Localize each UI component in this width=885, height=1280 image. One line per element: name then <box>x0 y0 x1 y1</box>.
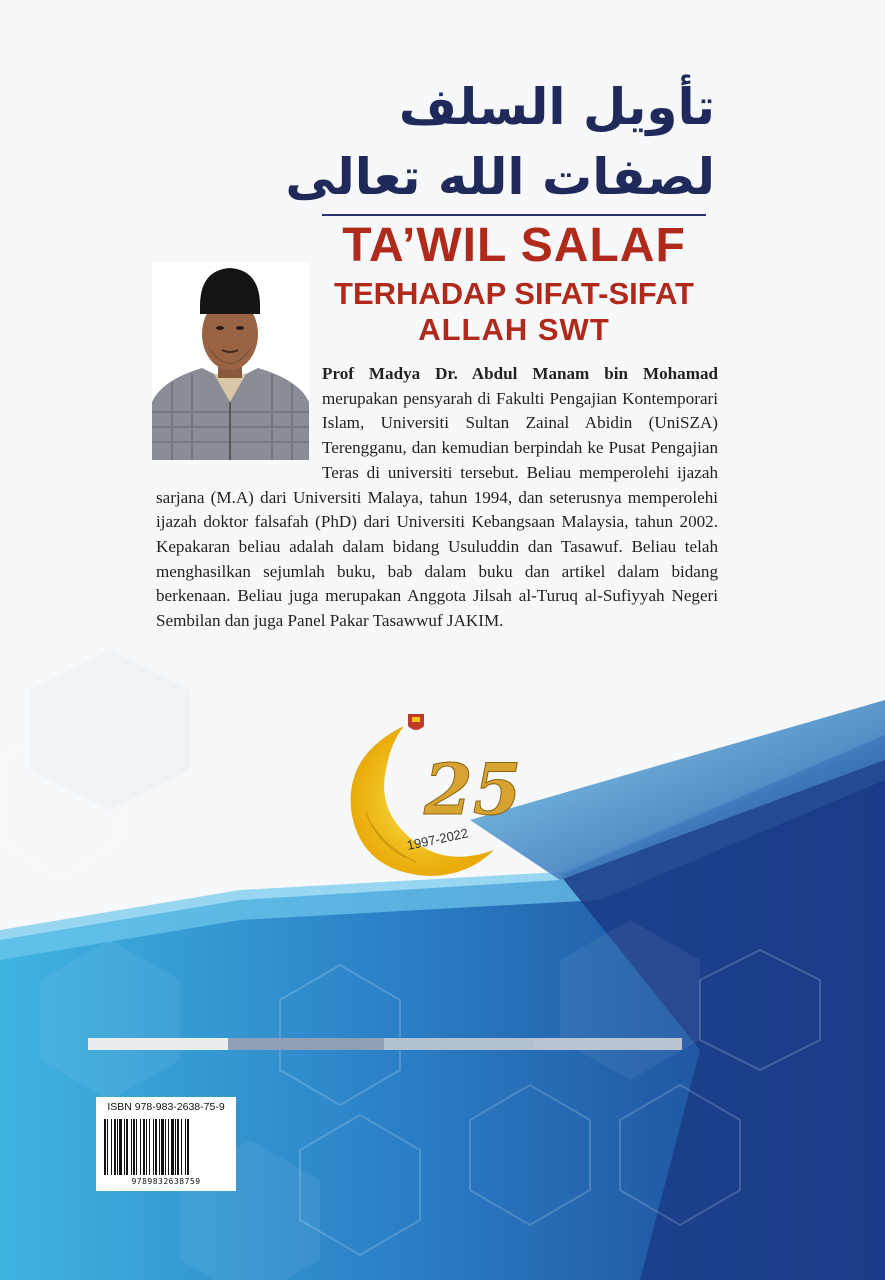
barcode-bar <box>104 1119 106 1175</box>
bio-text: merupakan pensyarah di Fakulti Pengajian Kontemporari Islam, Universiti Sultan Zainal Abidin (UniSZA) Terengganu, dan kemudian berpindah ke Pusat Pengajian Teras di universiti tersebut. Beliau memperolehi ijazah sarjana (M.A) dari Universiti Malaya, tahun 1994, dan seterusnya memperolehi ijazah doktor falsafah (PhD) dari Universiti Kebangsaan Malaysia, tahun 2002. Kepakaran beliau adalah dalam bidang Usuluddin dan Tasawuf. Beliau telah menghasilkan sejumlah buku, bab dalam buku dan artikel dalam bidang berkenaan. Beliau juga merupakan Anggota Jilsah al-Turuq al-Sufiyyah Negeri Sembilan dan juga Panel Pakar Tasawwuf JAKIM. <box>156 388 718 631</box>
isbn-label: ISBN 978-983-2638-75-9 <box>107 1101 225 1113</box>
barcode-bar <box>133 1119 135 1175</box>
arabic-title-line2: لصفات الله تعالى <box>285 148 715 206</box>
barcode-bar <box>131 1119 132 1175</box>
barcode-bar <box>159 1119 160 1175</box>
barcode-panel <box>96 1097 236 1191</box>
barcode-bar <box>136 1119 137 1175</box>
barcode-bar <box>140 1119 141 1175</box>
barcode-bar <box>185 1119 186 1175</box>
anniversary-number: 25 <box>424 748 522 831</box>
barcode-bar <box>168 1119 169 1175</box>
decorative-stripe <box>88 1038 682 1050</box>
anniversary-years: 1997-2022 <box>405 825 470 853</box>
barcode-bar <box>114 1119 116 1175</box>
barcode-bar <box>126 1119 128 1175</box>
barcode-bar <box>155 1119 157 1175</box>
barcode-bar <box>119 1119 122 1175</box>
author-bio <box>156 362 718 634</box>
book-title: TA’WIL SALAF <box>342 219 686 272</box>
barcode-bar <box>143 1119 145 1175</box>
barcode-bar <box>161 1119 164 1175</box>
book-subtitle-line1: TERHADAP SIFAT-SIFAT <box>334 276 694 311</box>
barcode-icon <box>103 1119 229 1175</box>
barcode-bar <box>177 1119 179 1175</box>
barcode-bar <box>117 1119 118 1175</box>
barcode-bar <box>124 1119 125 1175</box>
author-surname: Mohamad <box>642 364 718 383</box>
book-subtitle-line2: ALLAH SWT <box>418 312 610 347</box>
barcode-bar <box>111 1119 112 1175</box>
barcode-bar <box>149 1119 150 1175</box>
barcode-bar <box>175 1119 176 1175</box>
barcode-bar <box>107 1119 108 1175</box>
barcode-bar <box>165 1119 166 1175</box>
barcode-bar <box>153 1119 154 1175</box>
author-name: Prof Madya Dr. Abdul Manam bin <box>322 364 629 383</box>
barcode-bar <box>171 1119 174 1175</box>
anniversary-logo <box>346 712 526 882</box>
arabic-title-line1: تأويل السلف <box>398 78 715 136</box>
barcode-bar <box>187 1119 189 1175</box>
barcode-digits: 9789832638759 <box>131 1177 201 1186</box>
barcode-bar <box>146 1119 147 1175</box>
barcode-bar <box>181 1119 182 1175</box>
title-divider <box>322 214 706 216</box>
